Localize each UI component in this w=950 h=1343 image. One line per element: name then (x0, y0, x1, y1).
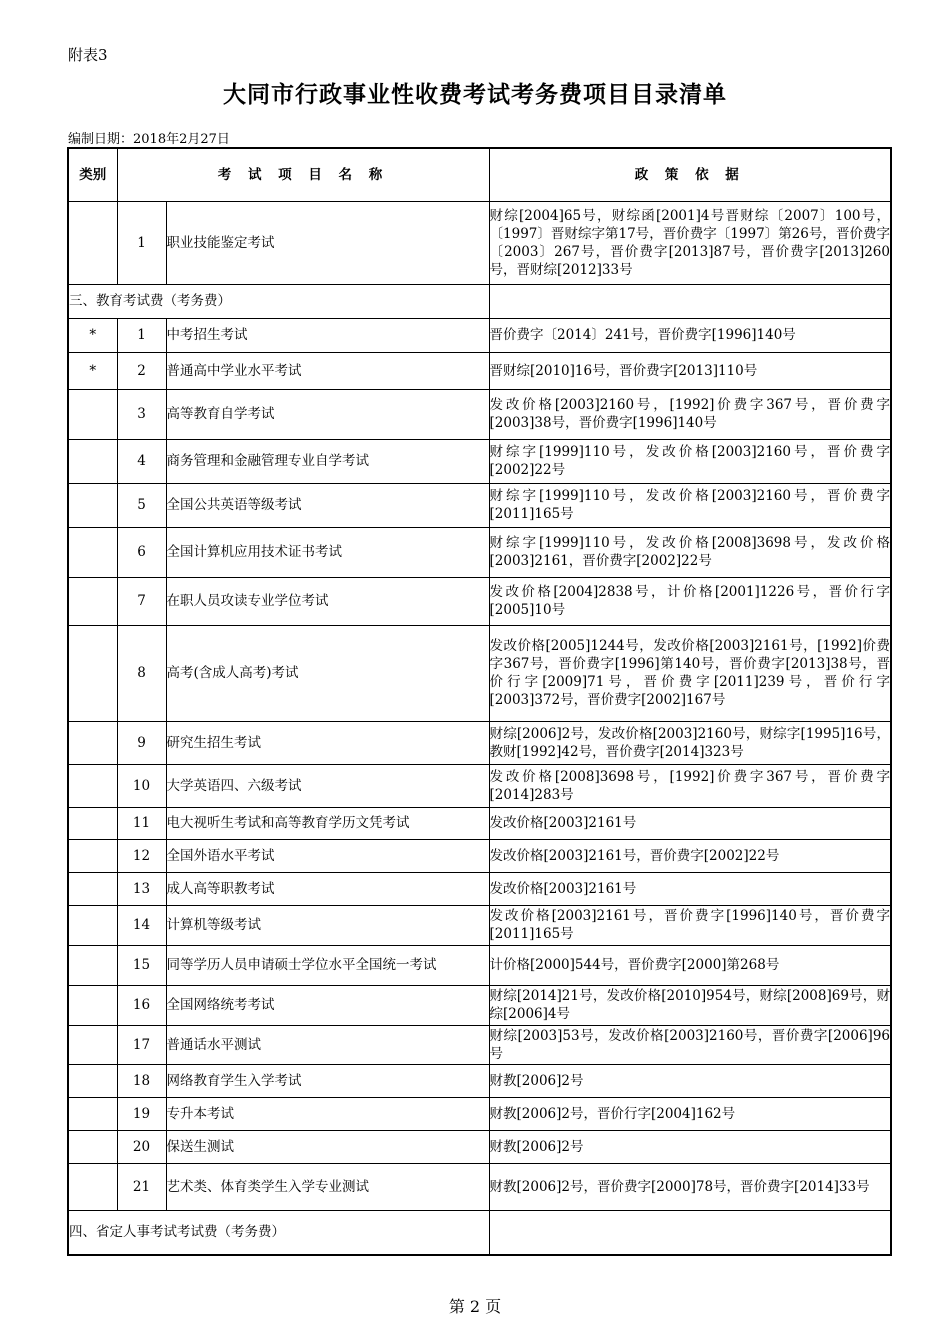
table-row (68, 905, 891, 945)
section-label: 三、教育考试费（考务费） (68, 284, 489, 318)
policy-basis: 发改价格[2003]2161号 (489, 872, 891, 905)
category-mark: * (68, 352, 117, 389)
item-number: 15 (117, 945, 166, 985)
table-row (68, 945, 891, 985)
compile-date: 编制日期：2018年2月27日 (68, 132, 230, 147)
table-row (68, 1097, 891, 1130)
exam-name: 中考招生考试 (166, 318, 489, 352)
exam-name: 研究生招生考试 (166, 721, 489, 764)
policy-basis: 财综字[1999]110号，发改价格[2003]2160号，晋价费字[2002]22号 (489, 439, 891, 483)
exam-name: 大学英语四、六级考试 (166, 764, 489, 807)
fee-catalog-table (67, 147, 892, 1256)
exam-name: 电大视听生考试和高等教育学历文凭考试 (166, 807, 489, 839)
table-row (68, 807, 891, 839)
policy-basis: 计价格[2000]544号，晋价费字[2000]第268号 (489, 945, 891, 985)
exam-name: 计算机等级考试 (166, 905, 489, 945)
policy-basis: 财综[2004]65号，财综函[2001]4号晋财综〔2007〕100号，〔1997〕晋财综字第17号，晋价费字〔1997〕第26号，晋价费字〔2003〕267号，晋价费字[2013]87号，晋价费字[2013]260号，晋财综[2012]33号 (489, 201, 891, 284)
item-number: 4 (117, 439, 166, 483)
category-mark (68, 483, 117, 527)
policy-basis: 财综字[1999]110号，发改价格[2008]3698号，发改价格[2003]2161，晋价费字[2002]22号 (489, 527, 891, 577)
item-number: 21 (117, 1163, 166, 1210)
category-mark (68, 764, 117, 807)
section-row (68, 284, 891, 318)
table-row (68, 439, 891, 483)
policy-basis: 财教[2006]2号，晋价费字[2000]78号，晋价费字[2014]33号 (489, 1163, 891, 1210)
table-row (68, 201, 891, 284)
table-row (68, 577, 891, 625)
section-basis-empty (489, 284, 891, 318)
category-mark (68, 721, 117, 764)
item-number: 20 (117, 1130, 166, 1163)
item-number: 18 (117, 1064, 166, 1097)
exam-name: 全国网络统考考试 (166, 985, 489, 1025)
policy-basis: 财综字[1999]110号，发改价格[2003]2160号，晋价费字[2011]165号 (489, 483, 891, 527)
table-row (68, 527, 891, 577)
appendix-label: 附表3 (68, 46, 108, 64)
table-row (68, 764, 891, 807)
table-row (68, 352, 891, 389)
exam-name: 高考(含成人高考)考试 (166, 625, 489, 721)
exam-name: 高等教育自学考试 (166, 389, 489, 439)
policy-basis: 财教[2006]2号 (489, 1064, 891, 1097)
table-row (68, 318, 891, 352)
table-row (68, 483, 891, 527)
header-policy-basis: 政 策 依 据 (489, 148, 891, 201)
section-row (68, 1210, 891, 1255)
table-row (68, 721, 891, 764)
exam-name: 网络教育学生入学考试 (166, 1064, 489, 1097)
category-mark (68, 389, 117, 439)
item-number: 6 (117, 527, 166, 577)
item-number: 12 (117, 839, 166, 872)
item-number: 7 (117, 577, 166, 625)
policy-basis: 财综[2014]21号，发改价格[2010]954号，财综[2008]69号，财综[2006]4号 (489, 985, 891, 1025)
section-basis-empty (489, 1210, 891, 1255)
policy-basis: 晋财综[2010]16号，晋价费字[2013]110号 (489, 352, 891, 389)
policy-basis: 财教[2006]2号，晋价行字[2004]162号 (489, 1097, 891, 1130)
section-label: 四、省定人事考试考试费（考务费） (68, 1210, 489, 1255)
exam-name: 全国外语水平考试 (166, 839, 489, 872)
table-row (68, 839, 891, 872)
category-mark (68, 527, 117, 577)
exam-name: 专升本考试 (166, 1097, 489, 1130)
table-header-row (68, 148, 891, 201)
item-number: 14 (117, 905, 166, 945)
item-number: 3 (117, 389, 166, 439)
policy-basis: 发改价格[2003]2161号，晋价费字[1996]140号，晋价费字[2011]165号 (489, 905, 891, 945)
item-number: 2 (117, 352, 166, 389)
item-number: 1 (117, 318, 166, 352)
table-row (68, 1163, 891, 1210)
table-row (68, 389, 891, 439)
item-number: 8 (117, 625, 166, 721)
header-category: 类别 (68, 148, 117, 201)
table-row (68, 872, 891, 905)
table-row (68, 1130, 891, 1163)
item-number: 1 (117, 201, 166, 284)
table-row (68, 1025, 891, 1064)
exam-name: 在职人员攻读专业学位考试 (166, 577, 489, 625)
item-number: 16 (117, 985, 166, 1025)
table-row (68, 625, 891, 721)
category-mark (68, 439, 117, 483)
policy-basis: 发改价格[2003]2161号，晋价费字[2002]22号 (489, 839, 891, 872)
category-mark (68, 1025, 117, 1064)
exam-name: 成人高等职教考试 (166, 872, 489, 905)
document-title: 大同市行政事业性收费考试考务费项目目录清单 (223, 82, 727, 108)
item-number: 5 (117, 483, 166, 527)
category-mark (68, 1064, 117, 1097)
category-mark (68, 905, 117, 945)
category-mark (68, 839, 117, 872)
item-number: 19 (117, 1097, 166, 1130)
item-number: 9 (117, 721, 166, 764)
table-body (68, 148, 891, 1255)
policy-basis: 晋价费字〔2014〕241号，晋价费字[1996]140号 (489, 318, 891, 352)
exam-name: 同等学历人员申请硕士学位水平全国统一考试 (166, 945, 489, 985)
table-row (68, 985, 891, 1025)
policy-basis: 发改价格[2008]3698号，[1992]价费字367号，晋价费字[2014]283号 (489, 764, 891, 807)
category-mark (68, 985, 117, 1025)
policy-basis: 财综[2003]53号，发改价格[2003]2160号，晋价费字[2006]96号 (489, 1025, 891, 1064)
exam-name: 全国公共英语等级考试 (166, 483, 489, 527)
category-mark (68, 577, 117, 625)
header-exam-name: 考 试 项 目 名 称 (117, 148, 489, 201)
category-mark: * (68, 318, 117, 352)
exam-name: 职业技能鉴定考试 (166, 201, 489, 284)
exam-name: 保送生测试 (166, 1130, 489, 1163)
policy-basis: 发改价格[2003]2160号，[1992]价费字367号，晋价费字[2003]38号，晋价费字[1996]140号 (489, 389, 891, 439)
exam-name: 商务管理和金融管理专业自学考试 (166, 439, 489, 483)
category-mark (68, 625, 117, 721)
category-mark (68, 1130, 117, 1163)
policy-basis: 发改价格[2005]1244号，发改价格[2003]2161号，[1992]价费字367号，晋价费字[1996]第140号，晋价费字[2013]38号，晋价行字[2009]71号，晋价费字[2011]239号，晋价行字[2003]372号，晋价费字[2002]167号 (489, 625, 891, 721)
item-number: 10 (117, 764, 166, 807)
item-number: 17 (117, 1025, 166, 1064)
category-mark (68, 1163, 117, 1210)
policy-basis: 发改价格[2003]2161号 (489, 807, 891, 839)
item-number: 11 (117, 807, 166, 839)
exam-name: 普通话水平测试 (166, 1025, 489, 1064)
category-mark (68, 807, 117, 839)
page-number: 第 2 页 (448, 1297, 502, 1316)
exam-name: 全国计算机应用技术证书考试 (166, 527, 489, 577)
item-number: 13 (117, 872, 166, 905)
category-mark (68, 872, 117, 905)
exam-name: 艺术类、体育类学生入学专业测试 (166, 1163, 489, 1210)
category-mark (68, 201, 117, 284)
category-mark (68, 1097, 117, 1130)
exam-name: 普通高中学业水平考试 (166, 352, 489, 389)
policy-basis: 财教[2006]2号 (489, 1130, 891, 1163)
policy-basis: 发改价格[2004]2838号，计价格[2001]1226号，晋价行字[2005]10号 (489, 577, 891, 625)
category-mark (68, 945, 117, 985)
policy-basis: 财综[2006]2号，发改价格[2003]2160号，财综字[1995]16号，教财[1992]42号，晋价费字[2014]323号 (489, 721, 891, 764)
table-row (68, 1064, 891, 1097)
